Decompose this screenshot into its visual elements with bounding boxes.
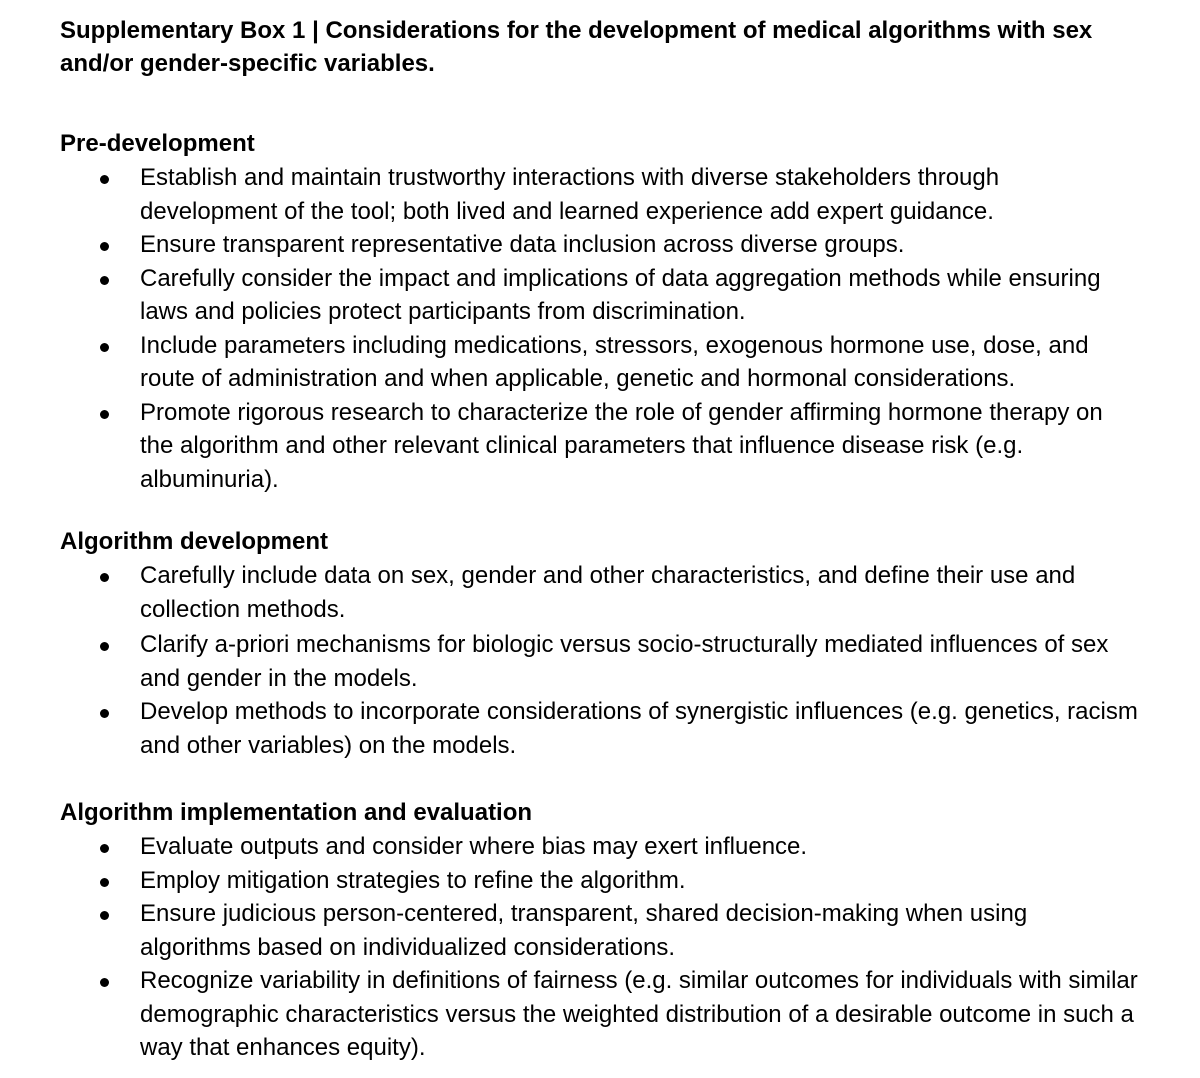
list-item-text: Develop methods to incorporate considerations of synergistic influences (e.g. genetics, racism and other variables) on the models.: [140, 698, 1138, 759]
bullet-icon: [100, 709, 109, 718]
list-item-text: Promote rigorous research to characterize the role of gender affirming hormone therapy on the algorithm and other relevant clinical parameters that influence disease risk (e.g. albuminuria).: [140, 398, 1103, 493]
section-pre-development: [60, 127, 1140, 496]
list-item: [60, 161, 1140, 228]
bullet-icon: [100, 410, 109, 419]
section-heading: Algorithm development: [60, 528, 329, 555]
bullet-list: [60, 559, 1140, 762]
list-item-text: Evaluate outputs and consider where bias may exert influence.: [140, 833, 808, 860]
bullet-icon: [100, 642, 109, 651]
list-item-text: Include parameters including medications, stressors, exogenous hormone use, dose, and route of administration and when applicable, genetic and hormonal considerations.: [140, 331, 1089, 392]
bullet-icon: [100, 911, 109, 920]
list-item: [60, 695, 1140, 762]
list-item: [60, 830, 1140, 864]
list-item-text: Recognize variability in definitions of fairness (e.g. similar outcomes for individuals with similar demographic characteristics versus the weighted distribution of a desirable outcome in such a way that enhances equity).: [140, 967, 1138, 1061]
bullet-icon: [100, 844, 109, 853]
list-item-text: Establish and maintain trustworthy interactions with diverse stakeholders through development of the tool; both lived and learned experience add expert guidance.: [140, 164, 1000, 225]
section-algorithm-development: [60, 525, 1140, 762]
box-title: Supplementary Box 1 | Considerations for the development of medical algorithms with sex and/or gender-specific variables.: [60, 17, 1093, 77]
bullet-list: [60, 830, 1140, 1065]
list-item-text: Carefully include data on sex, gender and other characteristics, and define their use and collection methods.: [140, 562, 1076, 623]
list-item: [60, 628, 1140, 695]
bullet-icon: [100, 343, 109, 352]
section-heading: Algorithm implementation and evaluation: [60, 799, 533, 826]
bullet-icon: [100, 276, 109, 285]
list-item: [60, 228, 1140, 262]
list-item-text: Ensure transparent representative data inclusion across diverse groups.: [140, 231, 905, 258]
list-item-text: Ensure judicious person-centered, transparent, shared decision-making when using algorithms based on individualized considerations.: [140, 900, 1028, 961]
bullet-icon: [100, 175, 109, 184]
bullet-list: [60, 161, 1140, 496]
section-heading: Pre-development: [60, 130, 255, 157]
list-item-text: Employ mitigation strategies to refine the algorithm.: [140, 866, 686, 894]
list-item: [60, 262, 1140, 329]
bullet-icon: [100, 978, 109, 987]
bullet-icon: [100, 573, 109, 582]
list-item-text: Carefully consider the impact and implications of data aggregation methods while ensuring laws and policies protect participants from discrimination.: [140, 264, 1101, 325]
list-item: [60, 964, 1140, 1065]
list-item: [60, 396, 1140, 497]
section-algorithm-implementation: [60, 796, 1140, 1065]
list-item: [60, 864, 1140, 898]
bullet-icon: [100, 878, 109, 887]
list-item: [60, 329, 1140, 396]
bullet-icon: [100, 242, 109, 251]
list-item: [60, 559, 1140, 626]
list-item: [60, 897, 1140, 964]
list-item-text: Clarify a-priori mechanisms for biologic versus socio-structurally mediated influences of sex and gender in the models.: [140, 631, 1109, 692]
